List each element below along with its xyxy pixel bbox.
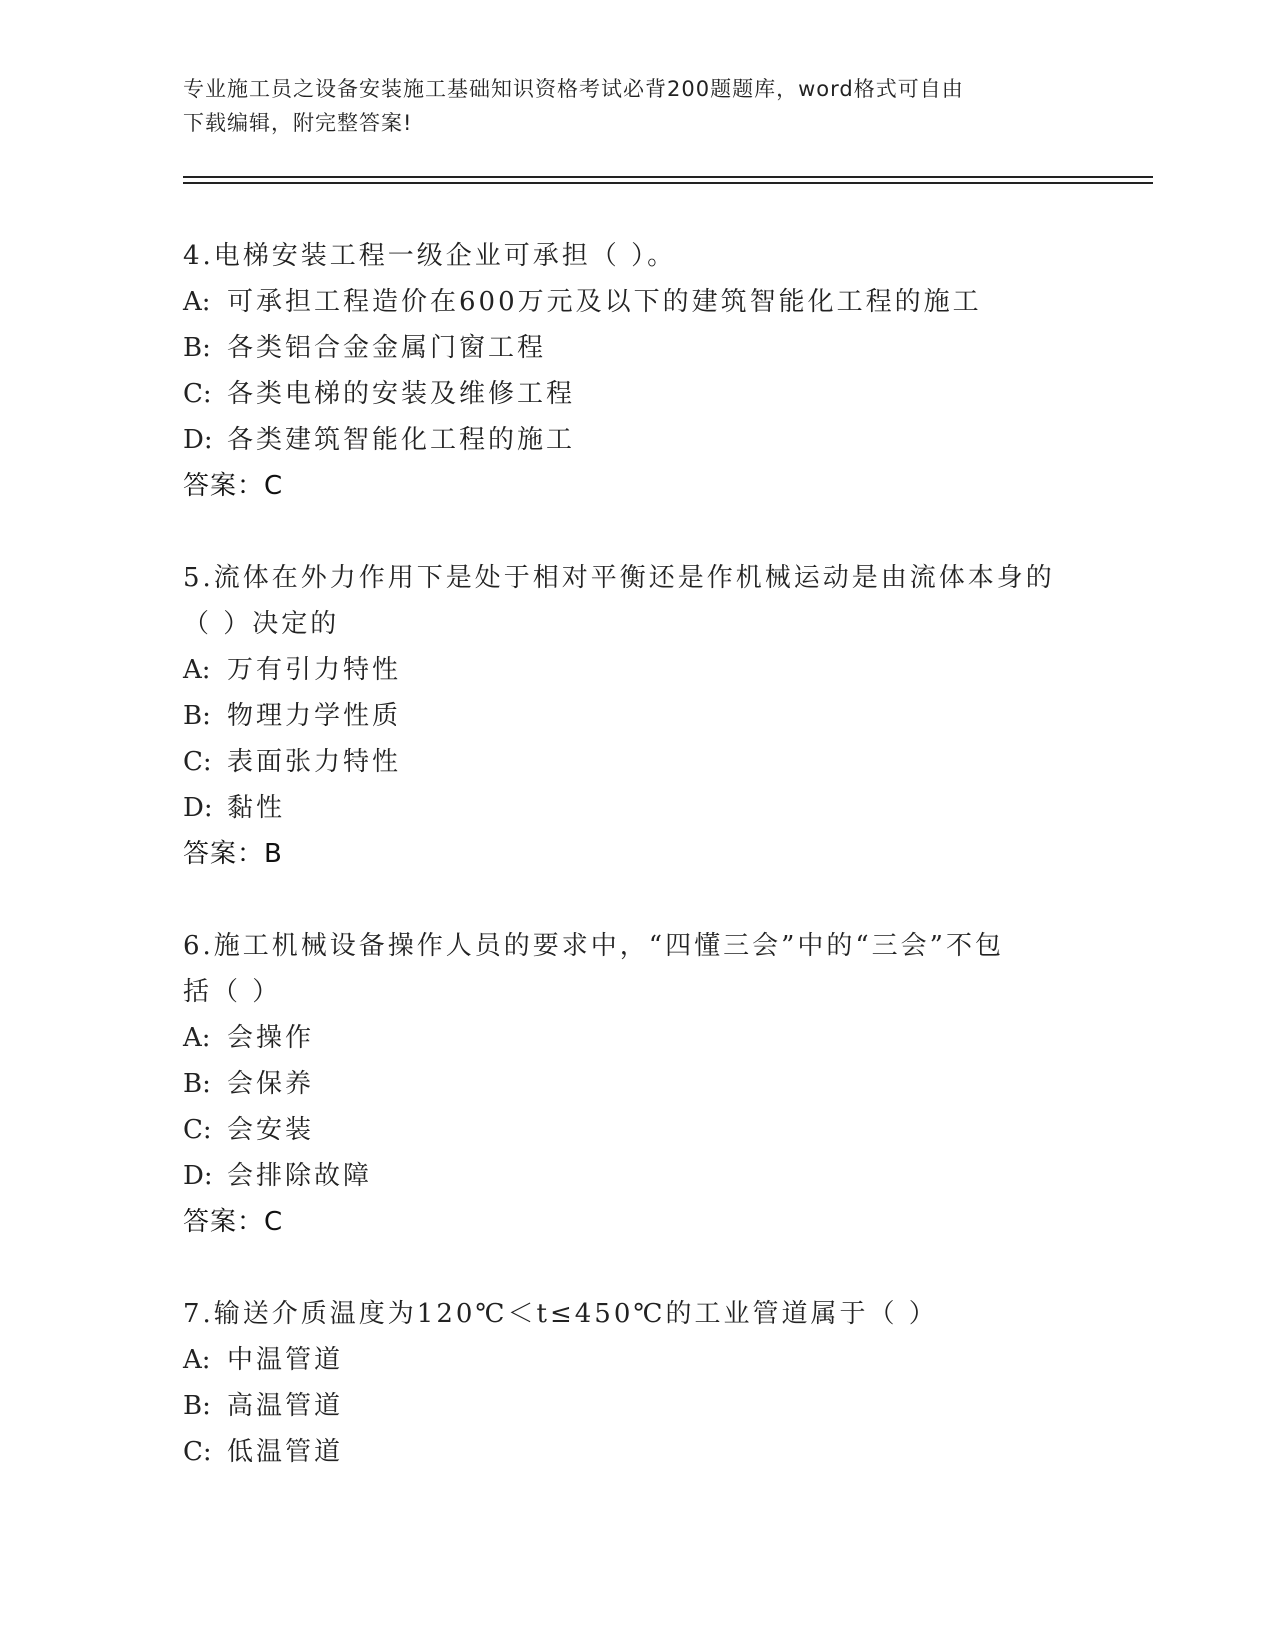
header-line-1: 专业施工员之设备安装施工基础知识资格考试必背200题题库，word格式可自由	[183, 77, 964, 101]
question-stem-continued: （ ）决定的	[183, 609, 340, 639]
question-list	[183, 233, 1083, 1521]
question-stem: 6.施工机械设备操作人员的要求中，“四懂三会”中的“三会”不包	[183, 931, 1004, 961]
option-c	[183, 1107, 1083, 1153]
question-item	[183, 923, 1083, 1245]
option-d	[183, 417, 1083, 463]
option-a	[183, 647, 1083, 693]
option-letter: B:	[183, 701, 211, 731]
option-text: 各类建筑智能化工程的施工	[227, 425, 576, 455]
question-item	[183, 233, 1083, 509]
question-stem: 7.输送介质温度为120℃＜t≤450℃的工业管道属于（ ）	[183, 1299, 938, 1329]
option-text: 会安装	[227, 1115, 315, 1145]
option-text: 低温管道	[227, 1437, 344, 1467]
option-b	[183, 1061, 1083, 1107]
option-b	[183, 693, 1083, 739]
option-text: 物理力学性质	[227, 701, 402, 731]
header-divider-top	[183, 176, 1153, 178]
option-c	[183, 371, 1083, 417]
option-c	[183, 739, 1083, 785]
option-text: 各类铝合金金属门窗工程	[227, 333, 547, 363]
option-d	[183, 1153, 1083, 1199]
option-text: 表面张力特性	[227, 747, 402, 777]
question-item	[183, 1291, 1083, 1475]
option-text: 万有引力特性	[227, 655, 402, 685]
option-letter: A:	[183, 1345, 211, 1375]
question-stem-continued: 括（ ）	[183, 977, 282, 1007]
option-a	[183, 1337, 1083, 1383]
option-letter: C:	[183, 747, 212, 777]
option-letter: D:	[183, 793, 213, 823]
question-stem: 5.流体在外力作用下是处于相对平衡还是作机械运动是由流体本身的	[183, 563, 1055, 593]
option-b	[183, 325, 1083, 371]
answer-line: 答案：C	[183, 1207, 284, 1237]
option-letter: C:	[183, 379, 212, 409]
option-letter: B:	[183, 1391, 211, 1421]
option-letter: A:	[183, 287, 211, 317]
option-text: 会排除故障	[227, 1161, 373, 1191]
option-d	[183, 785, 1083, 831]
header-line-2: 下载编辑，附完整答案!	[183, 111, 413, 135]
option-letter: D:	[183, 1161, 213, 1191]
option-text: 会操作	[227, 1023, 315, 1053]
question-stem: 4.电梯安装工程一级企业可承担（ ）。	[183, 241, 677, 271]
question-item	[183, 555, 1083, 877]
document-header	[183, 72, 1083, 140]
option-c	[183, 1429, 1083, 1475]
option-letter: D:	[183, 425, 213, 455]
option-letter: B:	[183, 333, 211, 363]
option-letter: B:	[183, 1069, 211, 1099]
option-letter: A:	[183, 1023, 211, 1053]
option-text: 会保养	[227, 1069, 315, 1099]
answer-line: 答案：B	[183, 839, 283, 869]
answer-line: 答案：C	[183, 471, 284, 501]
option-a	[183, 279, 1083, 325]
option-a	[183, 1015, 1083, 1061]
option-letter: C:	[183, 1437, 212, 1467]
option-text: 可承担工程造价在600万元及以下的建筑智能化工程的施工	[227, 287, 982, 317]
option-text: 各类电梯的安装及维修工程	[227, 379, 576, 409]
header-divider-bottom	[183, 182, 1153, 184]
option-text: 黏性	[227, 793, 286, 823]
option-text: 高温管道	[227, 1391, 344, 1421]
option-b	[183, 1383, 1083, 1429]
option-text: 中温管道	[227, 1345, 344, 1375]
option-letter: C:	[183, 1115, 212, 1145]
option-letter: A:	[183, 655, 211, 685]
